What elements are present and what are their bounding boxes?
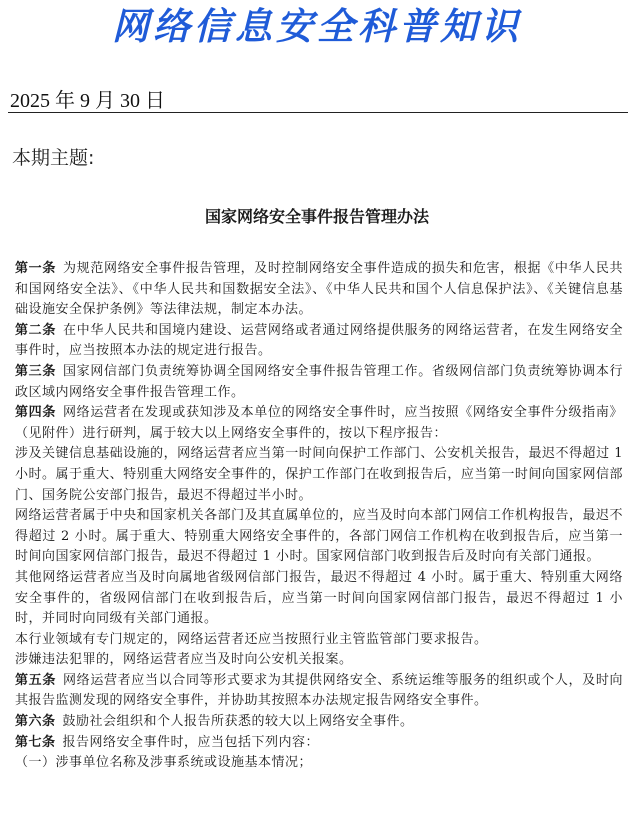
issue-date: 2025 年 9 月 30 日 (10, 90, 165, 112)
paragraph-text: 其他网络运营者应当及时向属地省级网信部门报告，最迟不得超过 4 小时。属于重大、特别重大网络安全事件的，省级网信部门在收到报告后，应当第一时间向国家网信部门报告，最迟不得超过 1 小时，并同时向同级有关部门通报。 (15, 569, 623, 627)
paragraph-text: 在中华人民共和国境内建设、运营网络或者通过网络提供服务的网络运营者，在发生网络安全事件时，应当按照本办法的规定进行报告。 (15, 322, 623, 359)
paragraph-central-agencies (15, 506, 623, 568)
article-number: 第一条 (15, 261, 56, 276)
banner-title: 网络信息安全科普知识 (112, 5, 522, 48)
paragraph-article-3 (15, 362, 623, 403)
paragraph-article-4 (15, 403, 623, 444)
article-number: 第六条 (15, 714, 56, 730)
document-title: 国家网络安全事件报告管理办法 (204, 207, 429, 226)
paragraph-other-operators (15, 568, 623, 630)
paragraph-text: 为规范网络安全事件报告管理，及时控制网络安全事件造成的损失和危害，根据《中华人民共和国网络安全法》、《中华人民共和国数据安全法》、《中华人民共和国个人信息保护法》、《关键信息基础设施安全保护条例》等法律法规，制定本办法。 (15, 261, 623, 318)
paragraph-item-1 (15, 753, 623, 774)
paragraph-article-5 (15, 671, 623, 712)
paragraph-text: 国家网信部门负责统筹协调全国网络安全事件报告管理工作。省级网信部门负责统筹协调本行政区域内网络安全事件报告管理工作。 (15, 363, 623, 400)
article-number: 第三条 (15, 363, 56, 379)
paragraph-industry-rules (15, 630, 623, 651)
paragraph-text: 网络运营者应当以合同等形式要求为其提供网络安全、系统运维等服务的组织或个人，及时向其报告监测发现的网络安全事件，并协助其按照本办法规定报告网络安全事件。 (15, 672, 623, 709)
paragraph-cii-reporting (15, 444, 623, 506)
paragraph-text: 本行业领域有专门规定的，网络运营者还应当按照行业主管监管部门要求报告。 (15, 631, 488, 647)
date-divider (8, 112, 628, 113)
article-number: 第七条 (15, 734, 56, 750)
article-number: 第五条 (15, 672, 56, 688)
paragraph-text: 鼓励社会组织和个人报告所获悉的较大以上网络安全事件。 (62, 714, 414, 730)
paragraph-text: 涉嫌违法犯罪的，网络运营者应当及时向公安机关报案。 (15, 652, 353, 668)
article-number: 第二条 (15, 322, 56, 338)
paragraph-text: 涉及关键信息基础设施的，网络运营者应当第一时间向保护工作部门、公安机关报告，最迟不得超过 1 小时。属于重大、特别重大网络安全事件的，保护工作部门在收到报告后，应当第一时间向国家网信部门、国务院公安部门报告，最迟不得超过半小时。 (15, 446, 623, 503)
issue-topic-label: 本期主题: (12, 147, 95, 169)
paragraph-article-6 (15, 712, 623, 733)
paragraph-text: 报告网络安全事件时，应当包括下列内容： (62, 734, 320, 750)
paragraph-crime-report (15, 650, 623, 671)
paragraph-article-1 (15, 259, 623, 321)
paragraph-text: 网络运营者在发现或获知涉及本单位的网络安全事件时，应当按照《网络安全事件分级指南》（见附件）进行研判，属于较大以上网络安全事件的，按以下程序报告： (15, 405, 623, 441)
paragraph-text: 网络运营者属于中央和国家机关各部门及其直属单位的，应当及时向本部门网信工作机构报告，最迟不得超过 2 小时。属于重大、特别重大网络安全事件的，各部门网信工作机构在收到报告后，应当第一时间向国家网信部门报告，最迟不得超过 1 小时。国家网信部门收到报告后及时向有关部门通报。 (15, 508, 623, 565)
paragraph-text: （一）涉事单位名称及涉事系统或设施基本情况； (15, 755, 313, 771)
paragraph-article-2 (15, 321, 623, 362)
article-number: 第四条 (15, 405, 56, 421)
document-body (15, 259, 623, 774)
paragraph-article-7 (15, 733, 623, 754)
